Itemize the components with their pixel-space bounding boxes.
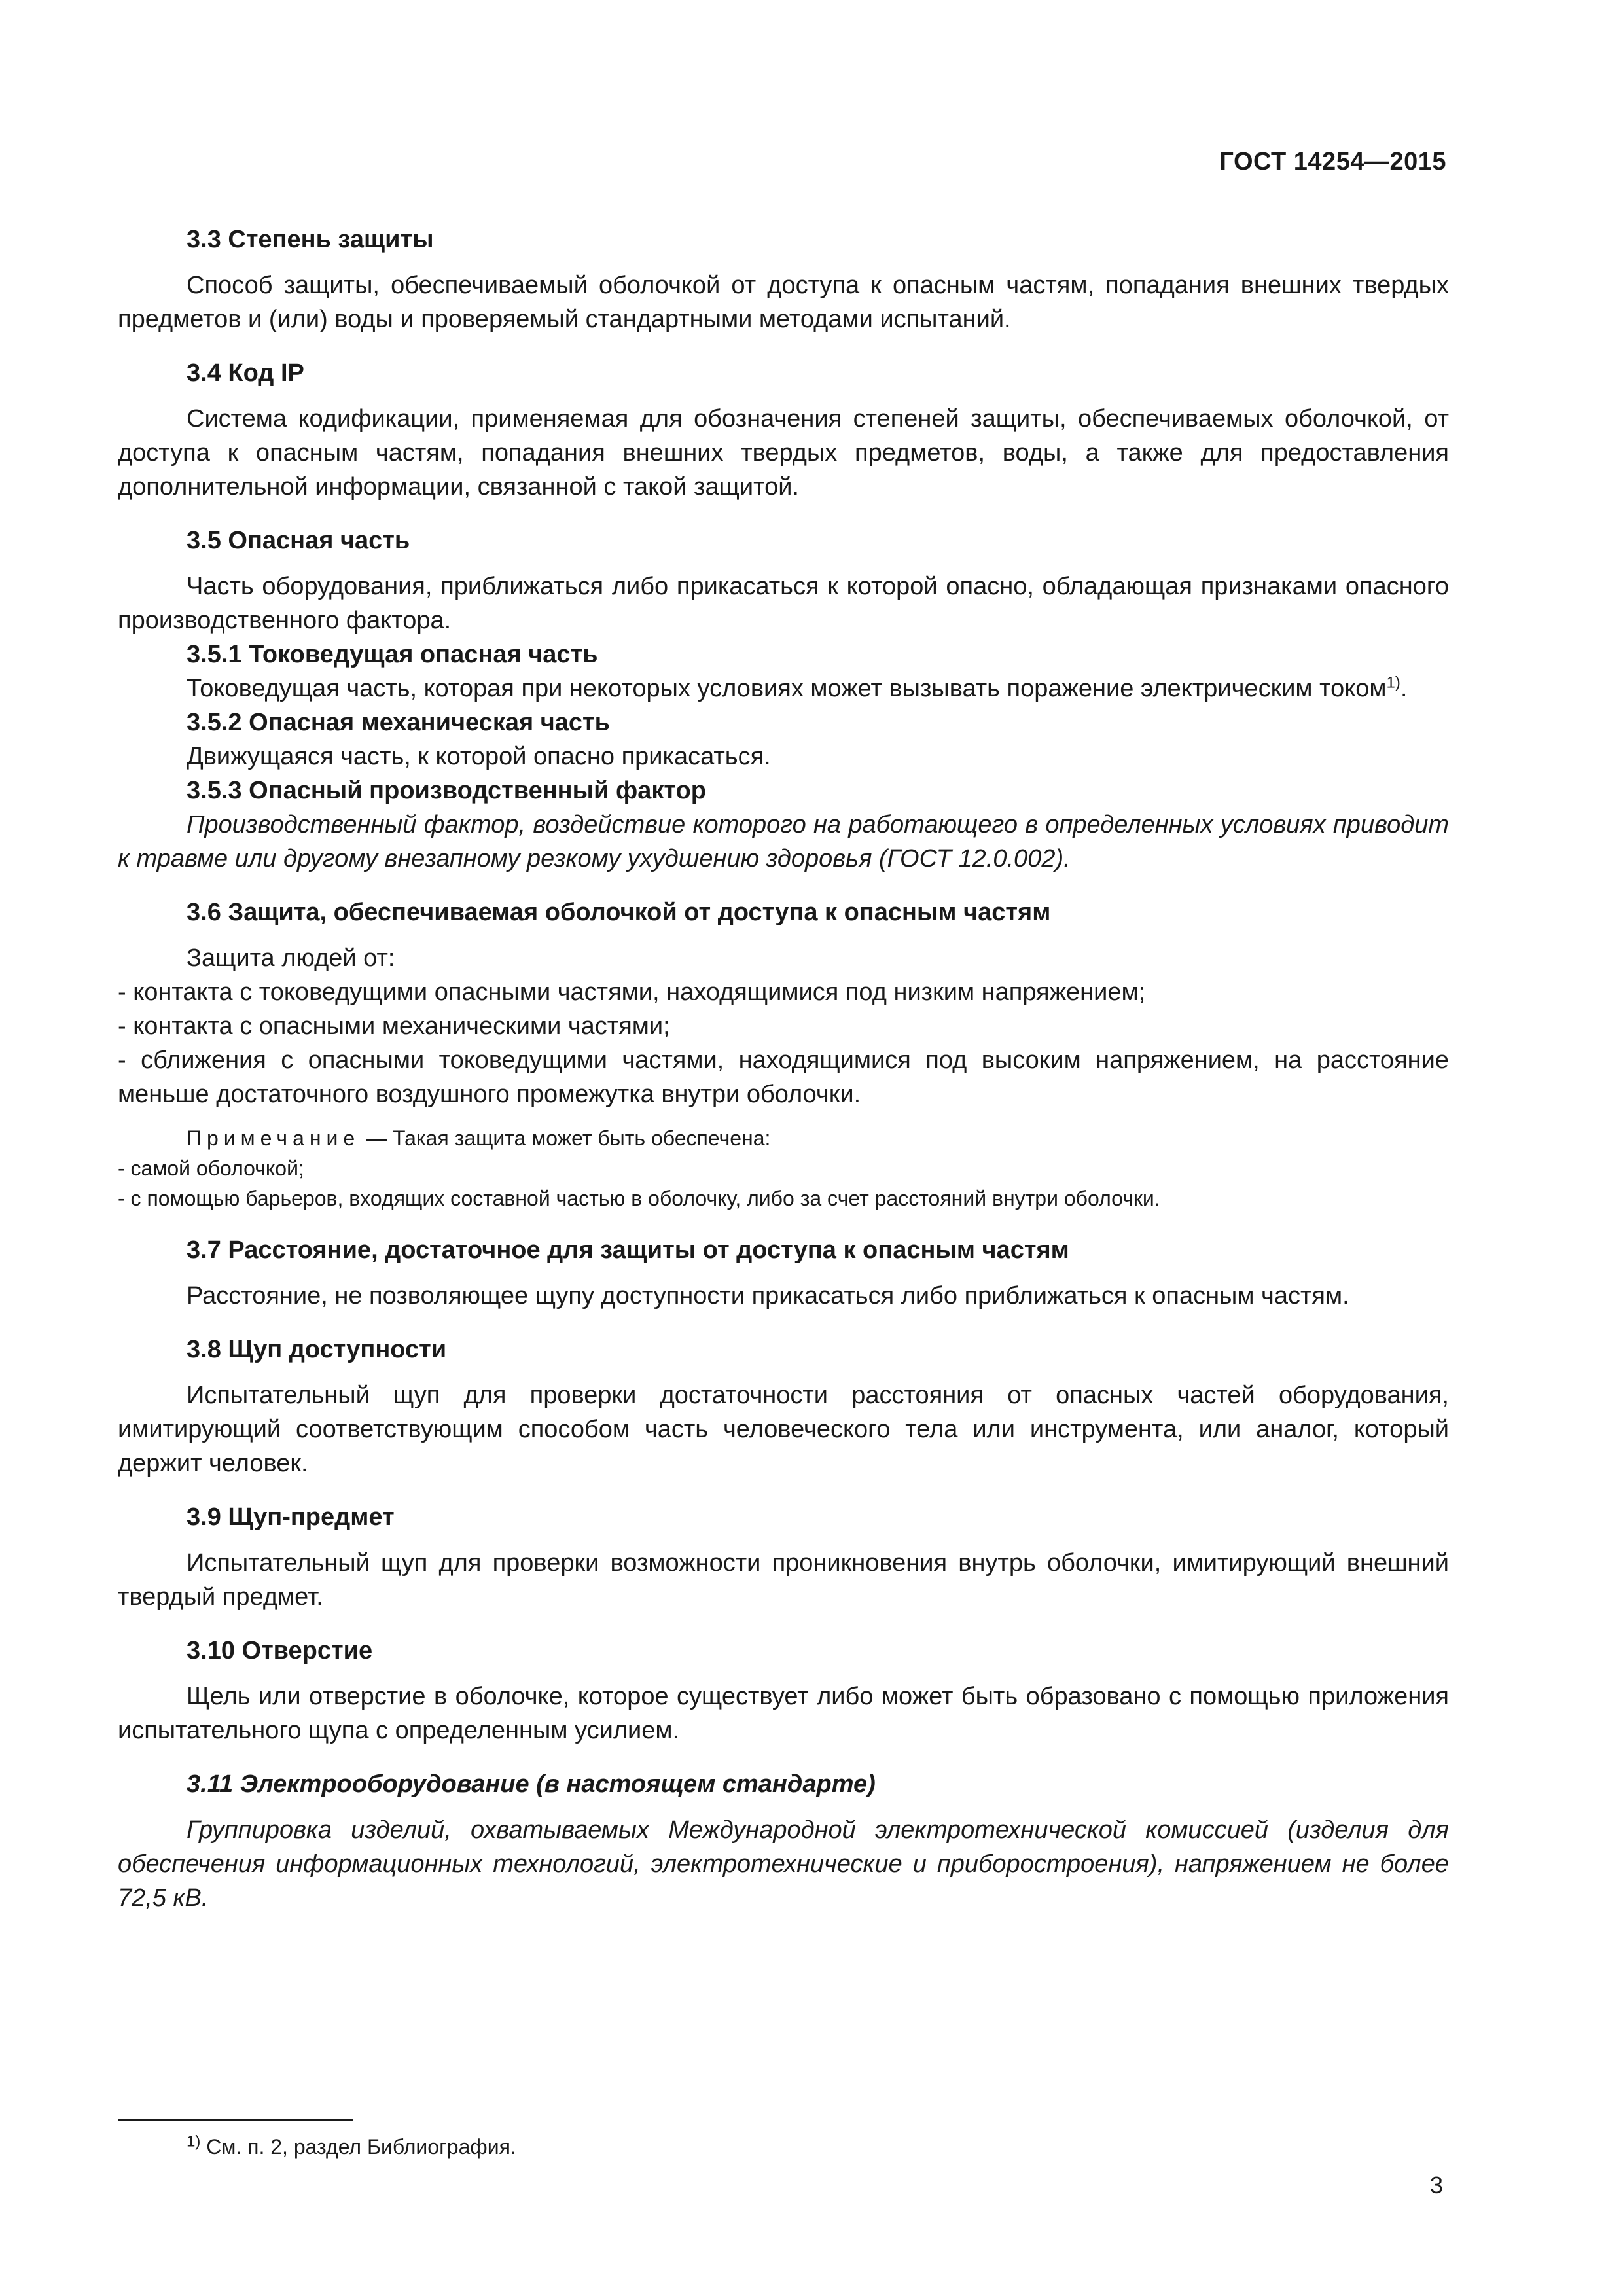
section-3-6-item: - контакта с токоведущими опасными частями, находящимися под низким напряжением; [118,978,1146,1006]
note-label: Примечание [187,1126,361,1150]
section-3-6-item: - контакта с опасными механическими частями; [118,1013,670,1040]
footnote [187,2132,516,2161]
section-3-5-3-text: Производственный фактор, воздействие которого на работающего в определенных условиях приводит к травме или другому внезапному резкому ухудшению здоровья (ГОСТ 12.0.002). [118,811,1449,872]
section-3-5-1-title: 3.5.1 Токоведущая опасная часть [187,641,598,668]
section-3-10-title: 3.10 Отверстие [187,1637,373,1664]
section-3-5-2-text: Движущаяся часть, к которой опасно прикасаться. [187,743,771,770]
section-3-11-title: 3.11 Электрооборудование (в настоящем стандарте) [187,1770,876,1798]
section-3-3-text: Способ защиты, обеспечиваемый оболочкой от доступа к опасным частям, попадания внешних твердых предметов и (или) воды и проверяемый стандартными методами испытаний. [118,272,1449,333]
footnote-mark: 1) [187,2132,201,2151]
footnote-reference[interactable]: 1) [1386,673,1400,692]
section-3-4-title: 3.4 Код IP [187,359,304,387]
section-3-5-text: Часть оборудования, приближаться либо прикасаться к которой опасно, обладающая признаками опасного производственного фактора. [118,573,1449,634]
section-3-6-intro: Защита людей от: [187,944,395,972]
section-3-4-text: Система кодификации, применяемая для обозначения степеней защиты, обеспечиваемых оболочкой, от доступа к опасным частям, попадания внешних твердых предметов, воды, а также для предоставления дополнительной информации, связанной с такой защитой. [118,405,1449,501]
section-3-5-1-end: . [1400,675,1408,702]
footnote-text: См. п. 2, раздел Библиография. [200,2135,516,2159]
section-3-6-item: - сближения с опасными токоведущими частями, находящимися под высоким напряжением, на расстояние меньше достаточного воздушного промежутка внутри оболочки. [118,1047,1449,1108]
section-3-5-3-title: 3.5.3 Опасный производственный фактор [187,777,706,804]
footnote-divider [118,2119,353,2121]
document-body [118,223,1449,1915]
section-3-6-title: 3.6 Защита, обеспечиваемая оболочкой от доступа к опасным частям [187,899,1051,926]
document-code: ГОСТ 14254—2015 [1219,148,1446,175]
note-item: - с помощью барьеров, входящих составной частью в оболочку, либо за счет расстояний внутри оболочки. [118,1187,1160,1210]
section-3-10-text: Щель или отверстие в оболочке, которое существует либо может быть образовано с помощью приложения испытательного щупа с определенным усилием. [118,1683,1449,1744]
section-3-6-note [118,1123,1449,1213]
section-3-5-1-body: Токоведущая часть, которая при некоторых условиях может вызывать поражение электрическим током [187,675,1387,702]
section-3-3-title: 3.3 Степень защиты [187,226,434,253]
note-item: - самой оболочкой; [118,1157,304,1180]
section-3-5-2-title: 3.5.2 Опасная механическая часть [187,709,611,736]
section-3-7-title: 3.7 Расстояние, достаточное для защиты от доступа к опасным частям [187,1236,1069,1264]
section-3-9-title: 3.9 Щуп-предмет [187,1503,395,1531]
section-3-9-text: Испытательный щуп для проверки возможности проникновения внутрь оболочки, имитирующий внешний твердый предмет. [118,1549,1449,1611]
note-line [118,1123,1449,1153]
section-3-8-text: Испытательный щуп для проверки достаточности расстояния от опасных частей оборудования, имитирующий соответствующим способом часть человеческого тела или инструмента, или аналог, который держит человек. [118,1382,1449,1477]
section-3-7-text: Расстояние, не позволяющее щупу доступности прикасаться либо приближаться к опасным частям. [187,1282,1349,1310]
note-text: — Такая защита может быть обеспечена: [360,1126,771,1150]
section-3-11-text: Группировка изделий, охватываемых Международной электротехнической комиссией (изделия для обеспечения информационных технологий, электротехнические и приборостроения), напряжением не более 72,5 кВ. [118,1816,1449,1912]
section-3-5-title: 3.5 Опасная часть [187,527,410,554]
section-3-8-title: 3.8 Щуп доступности [187,1336,447,1363]
section-3-5-1-text [118,672,1449,706]
page-number: 3 [1429,2172,1443,2198]
